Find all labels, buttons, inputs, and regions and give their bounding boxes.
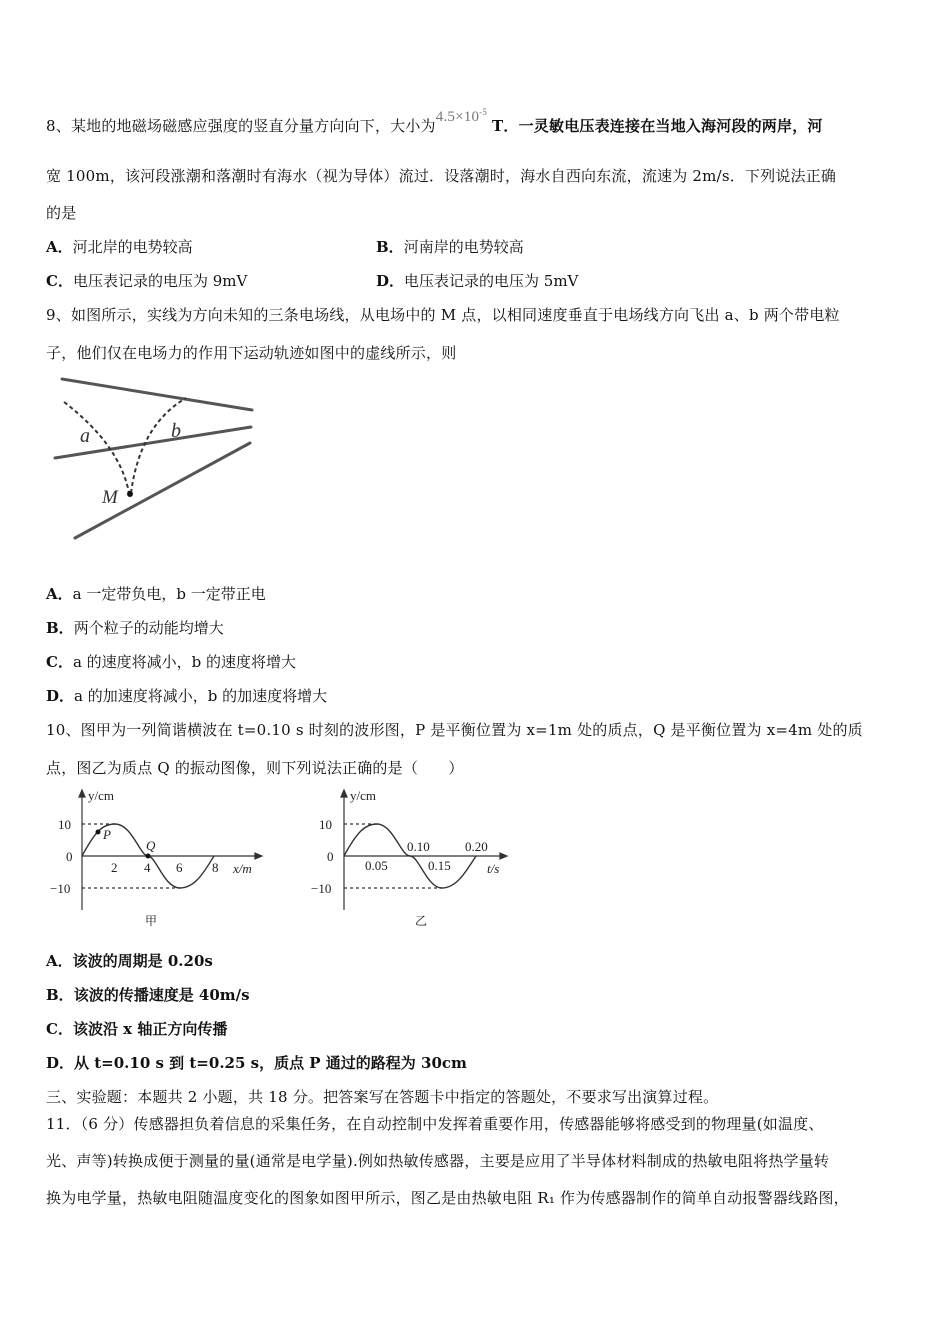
svg-text:10: 10 [319,817,332,832]
option-key: B． [46,619,74,637]
option-key: C． [46,1020,73,1038]
svg-text:a: a [80,425,90,447]
option-text: 电压表记录的电压为 5mV [404,272,579,290]
q10-stem-line1: 10、图甲为一列简谐横波在 t=0.10 s 时刻的波形图，P 是平衡位置为 x=1m 处的质点，Q 是平衡位置为 x=4m 处的质 [46,721,863,739]
svg-text:2: 2 [111,860,118,875]
svg-text:10: 10 [58,817,71,832]
q8-stem-text-b: T．一灵敏电压表连接在当地入海河段的两岸，河 [492,117,823,135]
q8-option-a[interactable] [46,236,193,257]
option-key: C． [46,653,73,671]
svg-text:0.10: 0.10 [407,839,430,854]
svg-text:8: 8 [212,860,219,875]
q8-stem-line3: 的是 [46,204,77,222]
svg-text:P: P [103,827,111,842]
option-key: C． [46,272,73,290]
section-3-heading: 三、实验题：本题共 2 小题，共 18 分。把答案写在答题卡中指定的答题处，不要求写出演算过程。 [46,1088,719,1106]
option-key: A． [46,952,73,970]
q11-stem-line1: 11．（6 分）传感器担负着信息的采集任务，在自动控制中发挥着重要作用，传感器能够将感受到的物理量(如温度、 [46,1115,824,1133]
svg-text:甲: 甲 [145,914,158,928]
q10-option-b[interactable] [46,984,250,1005]
option-text: 电压表记录的电压为 9mV [72,272,248,290]
option-key: A． [46,585,73,603]
q10-option-d[interactable] [46,1052,467,1073]
svg-text:0.20: 0.20 [465,839,488,854]
option-text: 河南岸的电势较高 [403,238,524,256]
q8-option-c[interactable] [46,270,247,291]
option-text: a 一定带负电，b 一定带正电 [72,585,266,603]
q9-option-b[interactable] [46,617,224,638]
svg-text:x/m: x/m [233,861,252,876]
svg-text:0: 0 [327,849,334,864]
option-key: D． [376,272,405,290]
svg-text:乙: 乙 [415,914,428,928]
option-key: D． [46,687,75,705]
q9-stem-line1: 9、如图所示，实线为方向未知的三条电场线，从电场中的 M 点，以相同速度垂直于电场线方向飞出 a、b 两个带电粒 [46,306,840,324]
svg-text:0.05: 0.05 [365,858,388,873]
sci-exponent: -5 [479,107,488,117]
q8-magnitude [436,109,487,125]
q8-option-b[interactable] [376,236,524,257]
svg-text:−10: −10 [50,881,71,896]
option-text: 河北岸的电势较高 [72,238,193,256]
option-text: 该波的周期是 0.20s [72,952,213,970]
q11-stem-line3: 换为电学量，热敏电阻随温度变化的图象如图甲所示，图乙是由热敏电阻 R₁ 作为传感器制作的简单自动报警器线路图， [46,1189,849,1207]
q8-stem-line2: 宽 100m，该河段涨潮和落潮时有海水（视为导体）流过．设落潮时，海水自西向东流，流速为 2m/s．下列说法正确 [46,167,837,185]
wave-graph-jia [50,780,280,935]
q8-stem-line1 [46,107,823,136]
svg-text:M: M [102,487,118,508]
q9-option-d[interactable] [46,685,327,706]
svg-text:0: 0 [66,849,73,864]
option-text: a 的加速度将减小，b 的加速度将增大 [74,687,328,705]
q9-option-c[interactable] [46,651,296,672]
q10-stem-line2: 点，图乙为质点 Q 的振动图像，则下列说法正确的是（ ） [46,759,464,777]
q11-stem-line2: 光、声等)转换成便于测量的量(通常是电学量).例如热敏传感器，主要是应用了半导体材料制成的热敏电阻将热学量转 [46,1152,830,1170]
option-key: A． [46,238,73,256]
q9-option-a[interactable] [46,583,266,604]
svg-text:y/cm: y/cm [350,788,376,803]
sci-mantissa: 4.5×10 [435,109,480,125]
svg-text:0.15: 0.15 [428,858,451,873]
q9-stem-line2: 子，他们仅在电场力的作用下运动轨迹如图中的虚线所示，则 [46,344,457,362]
option-text: 从 t=0.10 s 到 t=0.25 s，质点 P 通过的路程为 30cm [74,1054,467,1072]
option-text: 两个粒子的动能均增大 [73,619,224,637]
electric-field-figure [40,365,270,550]
svg-text:Q: Q [146,838,156,853]
q8-stem-text: 8、某地的地磁场磁感应强度的竖直分量方向向下，大小为 [46,117,436,135]
svg-text:6: 6 [176,860,183,875]
q10-option-c[interactable] [46,1018,227,1039]
svg-text:y/cm: y/cm [88,788,114,803]
option-text: 该波的传播速度是 40m/s [73,986,250,1004]
q8-option-d[interactable] [376,270,578,291]
svg-text:−10: −10 [311,881,332,896]
option-key: B． [376,238,404,256]
svg-text:b: b [171,420,181,442]
q10-option-a[interactable] [46,950,213,971]
vibration-graph-yi [305,780,530,935]
svg-text:4: 4 [144,860,151,875]
option-key: B． [46,986,74,1004]
option-key: D． [46,1054,75,1072]
svg-text:t/s: t/s [487,861,500,876]
option-text: a 的速度将减小，b 的速度将增大 [72,653,297,671]
option-text: 该波沿 x 轴正方向传播 [72,1020,228,1038]
